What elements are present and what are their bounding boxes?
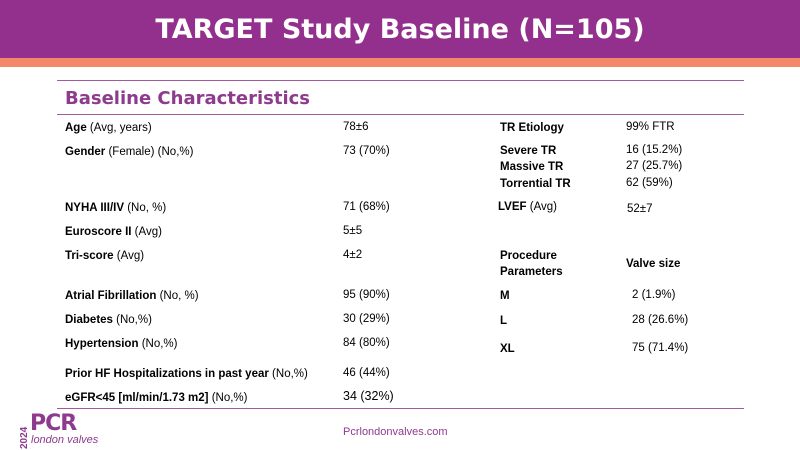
pcr-logo: PCR bbox=[30, 411, 77, 436]
row-value-severe-tr: 16 (15.2%) bbox=[626, 144, 683, 156]
logo-year-text: 2024 bbox=[19, 426, 30, 449]
row-label-size-m: M bbox=[500, 290, 510, 302]
row-value-gender: 73 (70%) bbox=[343, 145, 390, 157]
valve-size-header: Valve size bbox=[626, 258, 681, 270]
row-value-size-m: 2 (1.9%) bbox=[632, 289, 676, 301]
row-value-prior-hf: 46 (44%) bbox=[343, 367, 390, 379]
row-value-torrential-tr: 62 (59%) bbox=[626, 177, 673, 189]
row-label-euroscore: Euroscore II (Avg) bbox=[65, 226, 162, 238]
row-value-atrial-fibrillation: 95 (90%) bbox=[343, 289, 390, 301]
row-value-lvef: 52±7 bbox=[627, 203, 653, 215]
row-value-size-l: 28 (26.6%) bbox=[632, 314, 689, 326]
row-label-nyha: NYHA III/IV (No, %) bbox=[65, 202, 167, 214]
row-value-egfr: 34 (32%) bbox=[343, 389, 394, 403]
row-label-gender: Gender (Female) (No,%) bbox=[65, 146, 194, 158]
row-label-severe-tr: Severe TR bbox=[500, 145, 557, 157]
row-value-diabetes: 30 (29%) bbox=[343, 313, 390, 325]
row-value-tri-score: 4±2 bbox=[343, 249, 363, 261]
row-value-hypertension: 84 (80%) bbox=[343, 337, 390, 349]
row-value-massive-tr: 27 (25.7%) bbox=[626, 160, 683, 172]
row-label-lvef: LVEF (Avg) bbox=[498, 201, 558, 213]
row-label-age: Age (Avg, years) bbox=[65, 122, 152, 134]
accent-strip bbox=[0, 58, 800, 67]
row-value-tr-etiology: 99% FTR bbox=[626, 121, 675, 133]
header-rule bbox=[57, 114, 744, 115]
row-value-size-xl: 75 (71.4%) bbox=[632, 342, 689, 354]
section-title: Baseline Characteristics bbox=[65, 88, 311, 109]
bottom-rule bbox=[57, 408, 744, 409]
row-label-tri-score: Tri-score (Avg) bbox=[65, 250, 145, 262]
row-label-atrial-fibrillation: Atrial Fibrillation (No, %) bbox=[65, 290, 199, 302]
row-label-tr-etiology: TR Etiology bbox=[500, 122, 564, 134]
slide-title: TARGET Study Baseline (N=105) bbox=[0, 0, 800, 58]
row-label-size-xl: XL bbox=[500, 343, 515, 355]
footer-website-link[interactable]: Pcrlondonvalves.com bbox=[343, 426, 448, 438]
top-rule bbox=[57, 80, 744, 81]
row-label-size-l: L bbox=[500, 315, 508, 327]
row-label-hypertension: Hypertension (No,%) bbox=[65, 338, 178, 350]
row-value-age: 78±6 bbox=[343, 121, 369, 133]
row-label-torrential-tr: Torrential TR bbox=[500, 178, 571, 190]
row-value-nyha: 71 (68%) bbox=[343, 201, 390, 213]
pcr-logo-subtitle: london valves bbox=[31, 434, 99, 446]
row-value-euroscore: 5±5 bbox=[343, 225, 363, 237]
row-label-prior-hf: Prior HF Hospitalizations in past year (No,%) bbox=[65, 368, 308, 380]
row-label-diabetes: Diabetes (No,%) bbox=[65, 314, 152, 326]
row-label-egfr: eGFR<45 [ml/min/1.73 m2] (No,%) bbox=[65, 392, 248, 404]
row-label-massive-tr: Massive TR bbox=[500, 161, 564, 173]
procedure-parameters-line2: Parameters bbox=[500, 266, 563, 278]
procedure-parameters-line1: Procedure bbox=[500, 250, 557, 262]
